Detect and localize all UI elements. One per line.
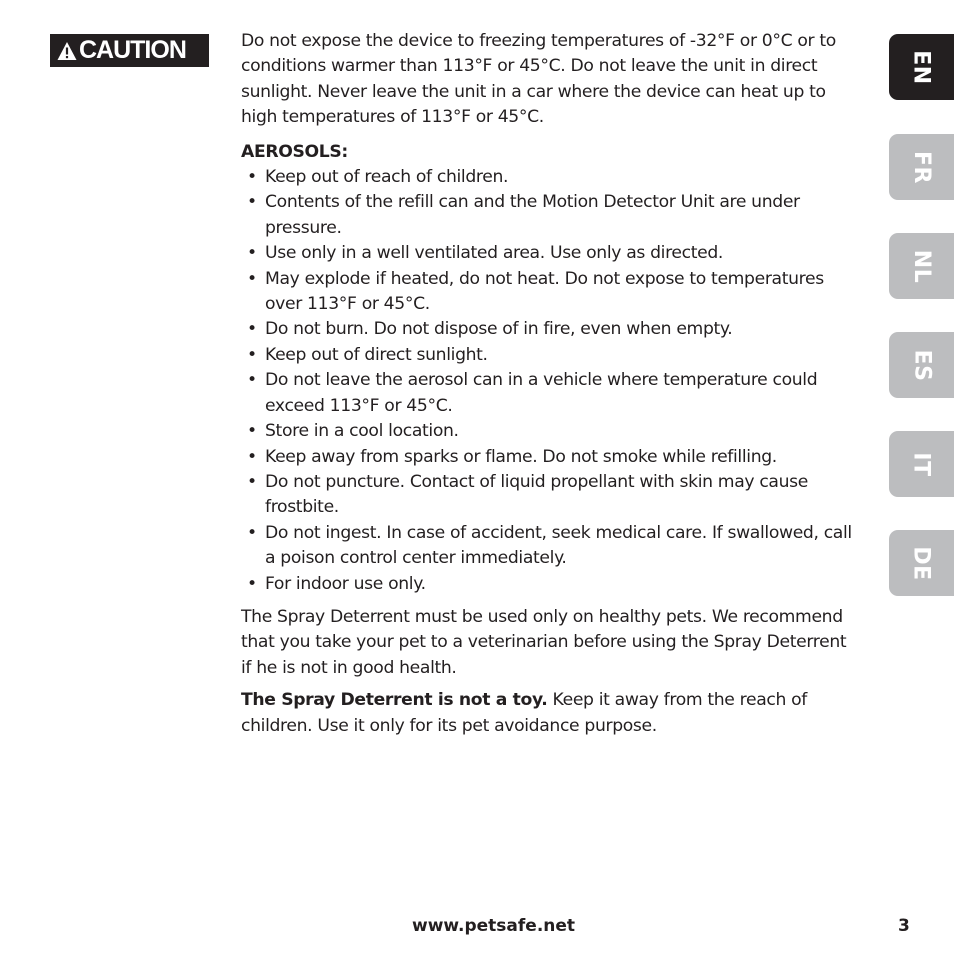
tab-language-nl[interactable] bbox=[889, 233, 954, 299]
caution-label: CAUTION bbox=[79, 36, 186, 64]
caution-badge bbox=[50, 34, 209, 67]
tab-language-es[interactable] bbox=[889, 332, 954, 398]
list-item: • Contents of the refill can and the Motion Detector Unit are under pressure. bbox=[241, 190, 861, 241]
tab-label: DE bbox=[908, 545, 934, 581]
list-item: • Do not puncture. Contact of liquid propellant with skin may cause frostbite. bbox=[241, 470, 861, 521]
toy-warning-text: Keep it away from the reach of children. Use it only for its pet avoidance purpose. bbox=[241, 690, 808, 736]
aerosols-list bbox=[241, 165, 861, 597]
list-item: • Store in a cool location. bbox=[241, 419, 861, 444]
list-item: • Do not ingest. In case of accident, seek medical care. If swallowed, call a poison control center immediately. bbox=[241, 521, 861, 572]
tab-label: IT bbox=[908, 451, 934, 477]
tab-language-en[interactable] bbox=[889, 34, 954, 100]
list-item: • May explode if heated, do not heat. Do not expose to temperatures over 113°F or 45°C. bbox=[241, 267, 861, 318]
toy-warning-bold: The Spray Deterrent is not a toy. bbox=[241, 690, 548, 711]
list-item: • Keep out of reach of children. bbox=[241, 165, 861, 190]
aerosols-heading: AEROSOLS: bbox=[241, 141, 348, 162]
page-number: 3 bbox=[898, 916, 910, 936]
tab-label: FR bbox=[909, 150, 934, 184]
main-content bbox=[241, 29, 861, 739]
tab-label: EN bbox=[908, 49, 934, 85]
intro-paragraph: Do not expose the device to freezing temperatures of -32°F or 0°C or to conditions warmer than 113°F or 45°C. Do not leave the unit in direct sunlight. Never leave the unit in a car where the device can heat up to high temperatures of 113°F or 45°C. bbox=[241, 31, 836, 128]
list-item: • Do not burn. Do not dispose of in fire, even when empty. bbox=[241, 317, 861, 342]
footer-url: www.petsafe.net bbox=[412, 916, 576, 936]
list-item: • Keep out of direct sunlight. bbox=[241, 343, 861, 368]
tab-label: NL bbox=[909, 249, 934, 283]
list-item: • Use only in a well ventilated area. Use only as directed. bbox=[241, 241, 861, 266]
tab-language-fr[interactable] bbox=[889, 134, 954, 200]
list-item: • For indoor use only. bbox=[241, 572, 861, 597]
tab-language-de[interactable] bbox=[889, 530, 954, 596]
list-item: • Keep away from sparks or flame. Do not smoke while refilling. bbox=[241, 445, 861, 470]
list-item: • Do not leave the aerosol can in a vehicle where temperature could exceed 113°F or 45°C. bbox=[241, 368, 861, 419]
toy-paragraph bbox=[241, 688, 861, 739]
tab-language-it[interactable] bbox=[889, 431, 954, 497]
health-paragraph: The Spray Deterrent must be used only on healthy pets. We recommend that you take your pet to a veterinarian before using the Spray Deterrent if he is not in good health. bbox=[241, 606, 847, 678]
warning-triangle-icon bbox=[57, 41, 77, 61]
tab-label: ES bbox=[909, 349, 934, 381]
